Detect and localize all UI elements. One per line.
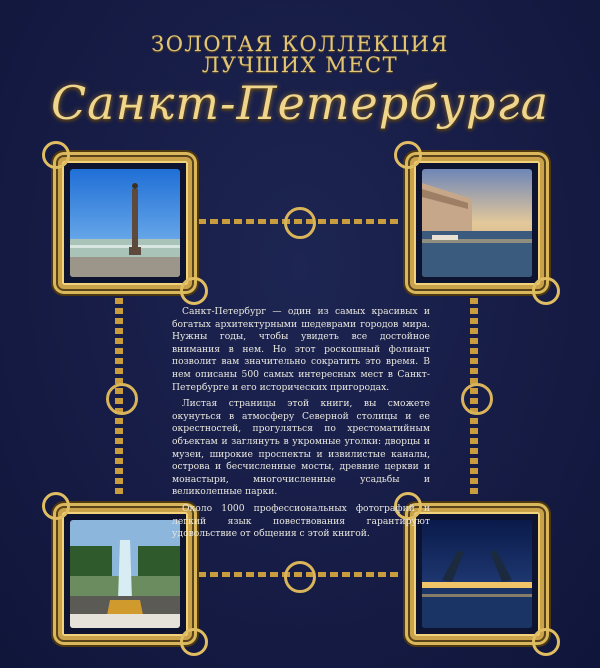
photo-drawbridge: [422, 520, 532, 628]
bottom-center-ornament: [284, 561, 316, 593]
title-line-2: ЛУЧШИХ МЕСТ: [201, 53, 399, 77]
description-paragraph-1: Санкт-Петербург — один из самых красивых и богатых архитектурными шедеврами городов мира. Нужны годы, чтобы увидеть все достойное внимания в нем. Но этот роскошный фолиант позволит вам значительно сократить это время. В нем описаны 500 самых интересных мест в Санкт-Петербурге и его исторических пригородах.: [172, 306, 430, 393]
description-paragraph-2: Листая страницы этой книги, вы сможете окунуться в атмосферу Северной столицы и ее окрестностей, прогуляться по хрестоматийным объектам и заглянуть в укромные уголки: дворцы и музеи, широкие проспекты и извилистые каналы, острова и бесчисленные мосты, древние церкви и монастыри, многочисленные усадьбы и великолепные парки.: [172, 398, 430, 498]
top-center-ornament: [284, 207, 316, 239]
photo-embankment: [422, 169, 532, 277]
right-middle-ornament: [461, 383, 493, 415]
title-city: Санкт-Петербурга: [50, 76, 550, 130]
title-line-1: ЗОЛОТАЯ КОЛЛЕКЦИЯ: [151, 32, 449, 56]
photo-frame-bottom-right: [410, 508, 544, 640]
description-paragraph-3: Около 1000 профессиональных фотографий и легкий язык повествования гарантируют удовольствие от общения с этой книгой.: [172, 502, 430, 540]
left-middle-ornament: [106, 383, 138, 415]
photo-frame-top-left: [58, 157, 192, 289]
description-text: [172, 306, 430, 545]
photo-fountain: [70, 520, 180, 628]
photo-frame-top-right: [410, 157, 544, 289]
photo-palace-square: [70, 169, 180, 277]
